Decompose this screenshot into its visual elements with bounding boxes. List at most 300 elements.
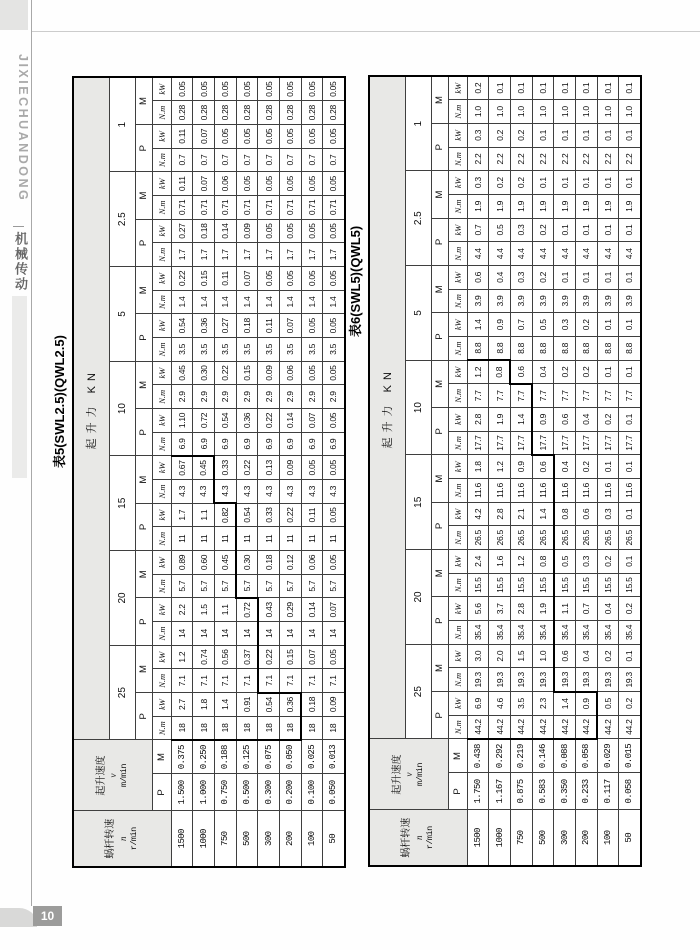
cell-m-nm: 1.4 — [258, 290, 280, 314]
cell-p-kw: 2.8 — [510, 597, 532, 621]
header-unit-kw: kW — [448, 313, 467, 337]
cell-m-nm: 3.9 — [619, 289, 641, 313]
cell-m-kw: 0.07 — [193, 172, 215, 196]
cell-m-nm: 7.1 — [214, 669, 236, 693]
cell-m-nm: 1.9 — [489, 195, 511, 219]
cell-m-nm: 1.0 — [489, 100, 511, 124]
cell-m-kw: 0.45 — [171, 361, 193, 385]
cell-speed-n: 100 — [301, 811, 323, 867]
header-lift-speed-unit: m/min — [415, 763, 426, 787]
cell-m-kw: 0.13 — [258, 456, 280, 480]
header-unit-kw: kW — [448, 692, 467, 716]
header-p-load-5: P — [431, 313, 448, 360]
header-load-20: 20 — [109, 551, 135, 646]
cell-p-kw: 0.05 — [323, 125, 345, 149]
cell-m-nm: 19.3 — [554, 668, 576, 692]
cell-p-kw: 1.10 — [171, 409, 193, 433]
cell-p-kw: 0.5 — [597, 692, 619, 716]
cell-p-kw: 0.36 — [279, 693, 301, 717]
cell-p-kw: 0.5 — [532, 313, 554, 337]
cell-p-kw: 0.54 — [258, 693, 280, 717]
cell-m-nm: 7.7 — [467, 384, 489, 408]
cell-m-nm: 4.3 — [279, 480, 301, 504]
cell-p-nm: 17.7 — [532, 431, 554, 455]
cell-p-nm: 18 — [301, 716, 323, 740]
cell-m-kw: 0.2 — [489, 171, 511, 195]
cell-p-kw: 1.1 — [214, 598, 236, 622]
cell-p-nm: 11 — [214, 527, 236, 551]
cell-p-kw: 0.11 — [258, 314, 280, 338]
header-worm-speed-unit: r/min — [424, 826, 435, 850]
cell-m-kw: 0.2 — [597, 644, 619, 668]
header-unit-kw: kW — [448, 360, 467, 384]
cell-p-nm: 26.5 — [554, 526, 576, 550]
cell-m-kw: 0.05 — [323, 551, 345, 575]
cell-p-nm: 35.4 — [597, 621, 619, 645]
header-load-5: 5 — [405, 266, 431, 361]
header-p-load-20: P — [135, 598, 152, 645]
header-m-load-5: M — [431, 266, 448, 313]
cell-m-kw: 0.06 — [279, 361, 301, 385]
cell-m-kw: 0.1 — [597, 360, 619, 384]
cell-p-nm: 35.4 — [467, 621, 489, 645]
cell-m-nm: 3.9 — [575, 289, 597, 313]
cell-p-kw: 0.82 — [214, 503, 236, 527]
cell-m-kw: 3.0 — [467, 644, 489, 668]
cell-m-kw: 1.2 — [467, 360, 489, 384]
header-m-load-2.5: M — [431, 171, 448, 218]
cell-v-p: 0.100 — [301, 774, 323, 811]
header-worm-speed-cn: 蜗杆转速 — [105, 818, 117, 859]
table-row — [279, 77, 301, 867]
header-unit-kw: kW — [448, 171, 467, 195]
header-unit-kw: kW — [152, 693, 171, 717]
cell-m-kw: 0.1 — [532, 171, 554, 195]
cell-m-kw: 0.05 — [236, 172, 258, 196]
cell-m-nm: 1.4 — [301, 290, 323, 314]
cell-p-kw: 0.05 — [323, 314, 345, 338]
header-row — [73, 77, 109, 867]
cell-p-nm: 18 — [171, 716, 193, 740]
cell-p-kw: 0.9 — [575, 692, 597, 716]
cell-p-kw: 0.22 — [258, 409, 280, 433]
cell-m-kw: 0.05 — [236, 77, 258, 101]
cell-m-nm: 1.9 — [467, 195, 489, 219]
cell-p-kw: 0.36 — [193, 314, 215, 338]
cell-m-nm: 5.7 — [171, 574, 193, 598]
cell-p-nm: 0.7 — [301, 148, 323, 172]
cell-m-kw: 0.05 — [301, 172, 323, 196]
cell-m-kw: 0.2 — [532, 266, 554, 290]
cell-p-nm: 18 — [323, 716, 345, 740]
header-unit-kw: kW — [448, 266, 467, 290]
cell-p-kw: 0.18 — [301, 693, 323, 717]
cell-p-nm: 4.4 — [510, 242, 532, 266]
cell-p-nm: 3.5 — [279, 338, 301, 362]
cell-p-kw: 0.14 — [279, 409, 301, 433]
cell-p-nm: 1.7 — [236, 243, 258, 267]
cell-m-nm: 19.3 — [619, 668, 641, 692]
cell-m-nm: 1.4 — [236, 290, 258, 314]
cell-p-kw: 0.1 — [597, 124, 619, 148]
header-m-load-10: M — [135, 361, 152, 408]
cell-m-nm: 7.7 — [554, 384, 576, 408]
cell-v-m: 0.250 — [193, 740, 215, 774]
cell-p-kw: 0.1 — [575, 218, 597, 242]
header-unit-nm: N.m — [448, 573, 467, 597]
cell-p-kw: 2.8 — [467, 408, 489, 432]
cell-p-kw: 0.7 — [510, 313, 532, 337]
cell-p-kw: 0.2 — [510, 124, 532, 148]
cell-p-nm: 44.2 — [597, 715, 619, 739]
header-unit-kw: kW — [448, 76, 467, 100]
cell-m-kw: 0.05 — [279, 267, 301, 291]
cell-v-m: 0.075 — [258, 740, 280, 774]
cell-p-nm: 3.5 — [236, 338, 258, 362]
cell-speed-n: 1000 — [489, 810, 511, 866]
cell-p-nm: 11 — [301, 527, 323, 551]
cell-p-nm: 17.7 — [575, 431, 597, 455]
cell-p-kw: 0.8 — [554, 502, 576, 526]
cell-p-kw: 0.1 — [597, 313, 619, 337]
cell-p-nm: 2.2 — [510, 147, 532, 171]
cell-m-nm: 1.9 — [575, 195, 597, 219]
cell-m-nm: 0.71 — [171, 196, 193, 220]
cell-m-nm: 0.28 — [279, 101, 301, 125]
cell-p-nm: 4.4 — [554, 242, 576, 266]
cell-m-nm: 7.7 — [510, 384, 532, 408]
cell-m-nm: 5.7 — [279, 574, 301, 598]
cell-p-nm: 18 — [279, 716, 301, 740]
header-unit-kw: kW — [152, 77, 171, 101]
cell-p-kw: 0.07 — [193, 125, 215, 149]
cell-m-nm: 2.9 — [171, 385, 193, 409]
table-row — [214, 77, 236, 867]
cell-m-kw: 0.06 — [301, 551, 323, 575]
header-worm-speed — [369, 810, 467, 866]
cell-m-kw: 0.11 — [214, 267, 236, 291]
cell-m-kw: 0.1 — [619, 550, 641, 574]
cell-p-kw: 0.05 — [301, 125, 323, 149]
cell-m-kw: 0.1 — [619, 171, 641, 195]
header-unit-nm: N.m — [448, 715, 467, 739]
cell-p-nm: 18 — [214, 716, 236, 740]
header-lift-speed-cn: 起升速度 — [391, 754, 403, 795]
cell-m-kw: 0.1 — [619, 644, 641, 668]
cell-p-kw: 0.1 — [619, 218, 641, 242]
cell-p-nm: 4.4 — [467, 242, 489, 266]
cell-p-kw: 0.14 — [301, 598, 323, 622]
cell-m-nm: 1.9 — [597, 195, 619, 219]
cell-m-nm: 1.0 — [619, 100, 641, 124]
cell-p-nm: 14 — [236, 622, 258, 646]
cell-m-kw: 0.1 — [597, 455, 619, 479]
table-row — [467, 76, 489, 866]
cell-p-nm: 8.8 — [489, 337, 511, 361]
sidebar-section-title: 机械传动 — [13, 232, 28, 292]
cell-m-nm: 19.3 — [489, 668, 511, 692]
cell-m-nm: 3.9 — [532, 289, 554, 313]
cell-m-nm: 0.71 — [323, 196, 345, 220]
header-unit-kw: kW — [152, 125, 171, 149]
cell-p-nm: 1.7 — [301, 243, 323, 267]
header-lift-speed — [73, 740, 152, 811]
cell-p-nm: 6.9 — [323, 432, 345, 456]
cell-p-nm: 6.9 — [193, 432, 215, 456]
header-m-load-1: M — [135, 77, 152, 125]
cell-m-kw: 0.8 — [532, 550, 554, 574]
cell-m-kw: 0.1 — [619, 455, 641, 479]
cell-m-nm: 1.0 — [597, 100, 619, 124]
cell-m-kw: 0.45 — [193, 456, 215, 480]
cell-p-kw: 0.05 — [323, 503, 345, 527]
cell-p-kw: 0.43 — [258, 598, 280, 622]
cell-m-nm: 1.0 — [575, 100, 597, 124]
cell-m-kw: 0.6 — [532, 455, 554, 479]
cell-p-nm: 26.5 — [489, 526, 511, 550]
cell-m-kw: 0.1 — [619, 266, 641, 290]
cell-m-nm: 7.7 — [597, 384, 619, 408]
header-unit-kw: kW — [448, 550, 467, 574]
header-m-load-25: M — [431, 644, 448, 691]
cell-speed-n: 300 — [258, 811, 280, 867]
left-margin-rule — [31, 0, 32, 906]
cell-m-nm: 5.7 — [214, 574, 236, 598]
cell-p-nm: 0.7 — [258, 148, 280, 172]
cell-p-kw: 0.05 — [214, 125, 236, 149]
cell-p-nm: 35.4 — [510, 621, 532, 645]
cell-speed-n: 500 — [532, 810, 554, 866]
header-p-load-25: P — [431, 692, 448, 739]
header-worm-speed-unit: r/min — [128, 827, 139, 851]
header-lift-speed — [369, 739, 448, 810]
header-unit-kw: kW — [152, 503, 171, 527]
header-load-15: 15 — [109, 456, 135, 551]
cell-m-kw: 0.18 — [258, 551, 280, 575]
cell-p-kw: 0.09 — [323, 693, 345, 717]
cell-m-kw: 0.1 — [619, 76, 641, 100]
cell-p-nm: 35.4 — [575, 621, 597, 645]
cell-v-p: 0.500 — [236, 774, 258, 811]
cell-m-kw: 0.1 — [532, 76, 554, 100]
cell-p-nm: 6.9 — [258, 432, 280, 456]
header-lift-speed-unit: m/min — [119, 764, 130, 788]
header-unit-kw: kW — [152, 551, 171, 575]
cell-speed-n: 750 — [510, 810, 532, 866]
cell-p-kw: 4.6 — [489, 692, 511, 716]
header-unit-nm: N.m — [448, 147, 467, 171]
cell-m-kw: 0.05 — [323, 267, 345, 291]
cell-p-nm: 8.8 — [554, 337, 576, 361]
cell-p-kw: 0.54 — [171, 314, 193, 338]
cell-p-kw: 0.9 — [489, 313, 511, 337]
cell-m-kw: 0.6 — [467, 266, 489, 290]
cell-p-kw: 0.36 — [236, 409, 258, 433]
cell-p-kw: 3.5 — [510, 692, 532, 716]
cell-p-nm: 2.2 — [597, 147, 619, 171]
cell-m-nm: 1.0 — [532, 100, 554, 124]
cell-p-nm: 1.7 — [279, 243, 301, 267]
cell-m-nm: 0.71 — [258, 196, 280, 220]
cell-m-nm: 7.1 — [193, 669, 215, 693]
cell-p-nm: 18 — [236, 716, 258, 740]
header-unit-kw: kW — [152, 219, 171, 243]
cell-p-kw: 4.2 — [467, 502, 489, 526]
cell-p-nm: 35.4 — [554, 621, 576, 645]
cell-m-nm: 2.9 — [193, 385, 215, 409]
sidebar-divider — [13, 226, 24, 227]
cell-m-kw: 0.3 — [467, 171, 489, 195]
cell-m-kw: 0.3 — [510, 266, 532, 290]
cell-p-nm: 6.9 — [236, 432, 258, 456]
cell-m-nm: 0.71 — [236, 196, 258, 220]
cell-m-kw: 0.1 — [554, 171, 576, 195]
cell-m-kw: 0.06 — [214, 172, 236, 196]
cell-m-nm: 7.7 — [575, 384, 597, 408]
cell-m-nm: 3.9 — [489, 289, 511, 313]
cell-m-kw: 0.05 — [214, 77, 236, 101]
cell-m-kw: 1.6 — [489, 550, 511, 574]
page-tab-curve — [0, 908, 37, 927]
cell-p-kw: 0.07 — [301, 409, 323, 433]
cell-m-kw: 0.05 — [193, 77, 215, 101]
cell-m-nm: 11.6 — [575, 479, 597, 503]
cell-p-kw: 5.6 — [467, 597, 489, 621]
cell-speed-n: 1500 — [171, 811, 193, 867]
cell-m-kw: 0.4 — [554, 455, 576, 479]
cell-m-nm: 0.28 — [214, 101, 236, 125]
cell-m-nm: 15.5 — [489, 573, 511, 597]
cell-p-nm: 2.2 — [532, 147, 554, 171]
cell-p-kw: 0.54 — [214, 409, 236, 433]
table-rotation-wrapper — [49, 78, 346, 868]
cell-speed-n: 50 — [323, 811, 345, 867]
cell-v-p: 1.000 — [193, 774, 215, 811]
cell-p-kw: 6.9 — [467, 692, 489, 716]
cell-m-kw: 0.05 — [279, 77, 301, 101]
cell-m-kw: 0.11 — [171, 172, 193, 196]
data-table — [368, 75, 642, 867]
cell-p-kw: 0.91 — [236, 693, 258, 717]
cell-m-kw: 0.05 — [301, 77, 323, 101]
cell-p-nm: 6.9 — [171, 432, 193, 456]
header-p-load-15: P — [135, 503, 152, 550]
cell-p-nm: 8.8 — [597, 337, 619, 361]
cell-m-kw: 0.07 — [236, 267, 258, 291]
cell-v-m: 0.015 — [619, 739, 641, 773]
cell-m-nm: 7.1 — [258, 669, 280, 693]
cell-p-nm: 35.4 — [489, 621, 511, 645]
header-unit-nm: N.m — [448, 479, 467, 503]
cell-p-kw: 0.2 — [489, 124, 511, 148]
cell-m-nm: 15.5 — [532, 573, 554, 597]
cell-m-nm: 0.28 — [236, 101, 258, 125]
cell-m-kw: 0.6 — [554, 644, 576, 668]
cell-m-nm: 1.9 — [554, 195, 576, 219]
cell-m-kw: 0.37 — [236, 645, 258, 669]
cell-p-nm: 17.7 — [467, 431, 489, 455]
cell-p-nm: 44.2 — [575, 715, 597, 739]
header-load-5: 5 — [109, 267, 135, 362]
cell-p-kw: 0.1 — [619, 313, 641, 337]
cell-m-kw: 1.8 — [467, 455, 489, 479]
cell-m-kw: 0.22 — [171, 267, 193, 291]
cell-m-nm: 2.9 — [258, 385, 280, 409]
cell-m-nm: 11.6 — [554, 479, 576, 503]
cell-p-nm: 1.7 — [171, 243, 193, 267]
header-unit-nm: N.m — [152, 101, 171, 125]
cell-p-kw: 0.1 — [575, 124, 597, 148]
cell-v-p: 0.750 — [214, 774, 236, 811]
cell-p-nm: 11 — [258, 527, 280, 551]
cell-p-kw: 2.1 — [510, 502, 532, 526]
cell-m-nm: 1.9 — [510, 195, 532, 219]
cell-m-kw: 0.67 — [171, 456, 193, 480]
cell-m-nm: 4.3 — [171, 480, 193, 504]
header-lift-speed-symbol: v — [404, 772, 415, 777]
header-load-25: 25 — [109, 645, 135, 740]
header-unit-nm: N.m — [152, 196, 171, 220]
cell-m-kw: 0.07 — [301, 645, 323, 669]
header-unit-kw: kW — [448, 502, 467, 526]
cell-m-nm: 19.3 — [510, 668, 532, 692]
cell-m-nm: 2.9 — [323, 385, 345, 409]
cell-p-kw: 2.7 — [171, 693, 193, 717]
header-p-load-15: P — [431, 502, 448, 549]
cell-m-kw: 2.0 — [489, 644, 511, 668]
cell-speed-n: 300 — [554, 810, 576, 866]
cell-p-nm: 11 — [279, 527, 301, 551]
cell-p-nm: 44.2 — [554, 715, 576, 739]
header-unit-nm: N.m — [448, 621, 467, 645]
cell-m-nm: 0.28 — [301, 101, 323, 125]
cell-p-nm: 35.4 — [619, 621, 641, 645]
cell-m-nm: 0.28 — [171, 101, 193, 125]
cell-m-kw: 0.30 — [193, 361, 215, 385]
table-caption: 表5(SWL2.5)(QWL2.5) — [52, 335, 67, 468]
cell-v-m: 0.219 — [510, 739, 532, 773]
cell-p-kw: 0.4 — [597, 597, 619, 621]
cell-m-kw: 0.12 — [279, 551, 301, 575]
page-number: 10 — [33, 906, 62, 926]
cell-m-nm: 1.9 — [619, 195, 641, 219]
sidebar-accent-bar — [12, 296, 27, 478]
cell-p-nm: 26.5 — [619, 526, 641, 550]
header-unit-nm: N.m — [152, 148, 171, 172]
cell-m-nm: 4.3 — [214, 480, 236, 504]
cell-p-kw: 0.9 — [532, 408, 554, 432]
cell-m-nm: 2.9 — [279, 385, 301, 409]
cell-p-nm: 14 — [301, 622, 323, 646]
cell-m-kw: 0.33 — [214, 456, 236, 480]
header-unit-nm: N.m — [448, 195, 467, 219]
header-unit-nm: N.m — [448, 384, 467, 408]
cell-p-nm: 3.5 — [214, 338, 236, 362]
cell-m-kw: 0.89 — [171, 551, 193, 575]
corner-decoration — [0, 0, 28, 30]
header-p-load-2.5: P — [431, 218, 448, 265]
cell-p-nm: 44.2 — [619, 715, 641, 739]
header-unit-kw: kW — [152, 314, 171, 338]
cell-m-kw: 0.4 — [532, 360, 554, 384]
cell-p-kw: 0.27 — [171, 219, 193, 243]
header-worm-speed-symbol: n — [413, 835, 424, 840]
header-unit-kw: kW — [448, 597, 467, 621]
cell-p-nm: 3.5 — [171, 338, 193, 362]
cell-m-nm: 5.7 — [301, 574, 323, 598]
cell-m-nm: 0.28 — [258, 101, 280, 125]
cell-p-kw: 0.33 — [258, 503, 280, 527]
